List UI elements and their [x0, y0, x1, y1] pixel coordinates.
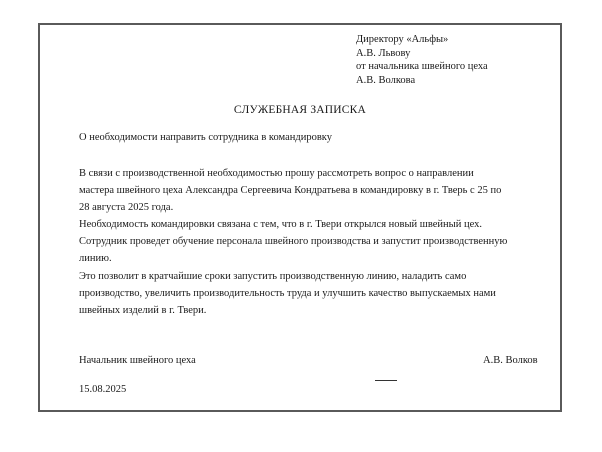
text-line: Сотрудник проведет обучение персонала швейного производства и запустит производственную — [79, 236, 508, 247]
document-title: СЛУЖЕБНАЯ ЗАПИСКА — [233, 104, 367, 116]
addressee-line: А.В. Волкова — [356, 74, 416, 86]
signer-position: Начальник швейного цеха — [79, 355, 196, 366]
text-line: Необходимость командировки связана с тем, что в г. Твери открылся новый швейный цех. — [79, 219, 482, 230]
signature-line — [375, 380, 397, 381]
text-line: мастера швейного цеха Александра Сергеевича Кондратьева в командировку в г. Тверь с 25 по — [79, 185, 502, 196]
text-line: производство, увеличить производительность труда и улучшить качество выпускаемых нами — [79, 288, 496, 299]
text-line: Это позволит в кратчайшие сроки запустить производственную линию, наладить само — [79, 271, 467, 282]
text-line: 28 августа 2025 года. — [79, 202, 174, 213]
addressee-block — [356, 33, 488, 87]
document-date: 15.08.2025 — [79, 384, 127, 395]
memo-document — [38, 23, 562, 412]
signer-name: А.В. Волков — [483, 355, 538, 366]
paragraph-2 — [79, 268, 549, 319]
text-line: швейных изделий в г. Твери. — [79, 305, 207, 316]
addressee-line: Директору «Альфы» — [356, 34, 449, 45]
document-subject: О необходимости направить сотрудника в командировку — [79, 132, 333, 143]
text-line: линию. — [79, 253, 112, 264]
text-line: В связи с производственной необходимостью прошу рассмотреть вопрос о направлении — [79, 168, 474, 179]
paragraph-1 — [79, 165, 549, 267]
addressee-line: от начальника швейного цеха — [356, 61, 488, 72]
addressee-line: А.В. Львову — [356, 47, 411, 59]
